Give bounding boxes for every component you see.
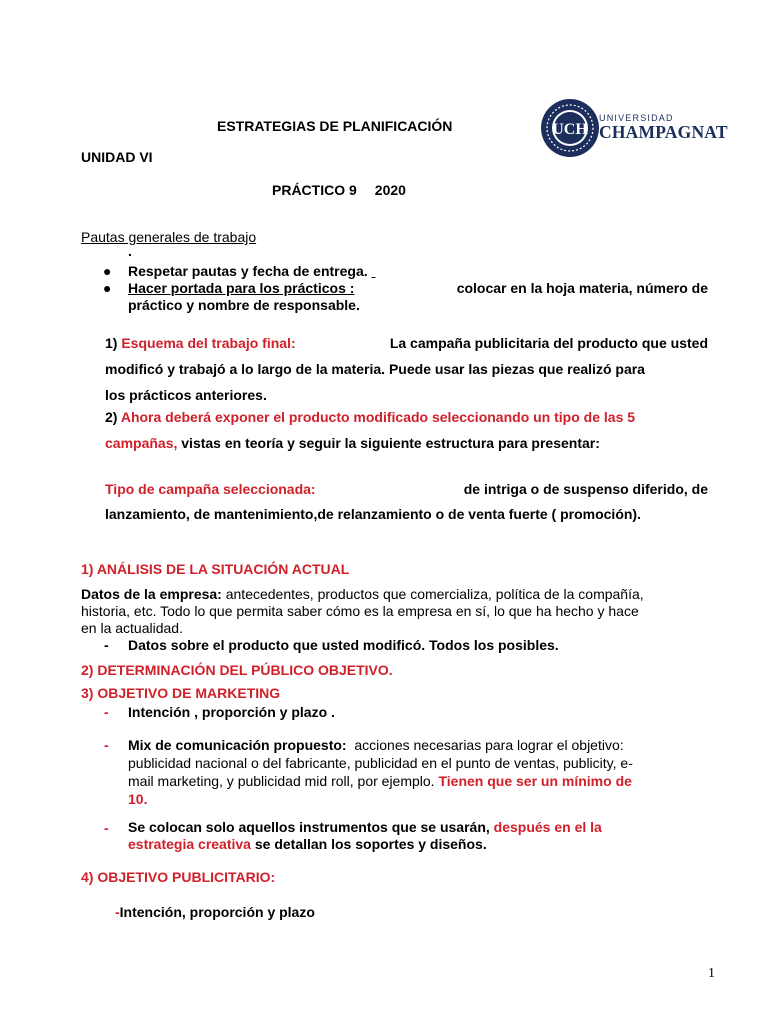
section1-dash-item: Datos sobre el producto que usted modificó. Todos los posibles. bbox=[128, 637, 559, 653]
item2-paragraph: 2) Ahora deberá exponer el producto modificado seleccionando un tipo de las 5 campañas, vistas en teoría y seguir la siguiente estructura para presentar: bbox=[105, 409, 636, 451]
dash-icon: - bbox=[104, 637, 109, 653]
section4-item-a: -Intención, proporción y plazo bbox=[115, 904, 315, 920]
pautas-dot: . bbox=[128, 243, 132, 259]
practice-label bbox=[272, 182, 406, 198]
section3-heading: 3) OBJETIVO DE MARKETING bbox=[81, 685, 281, 701]
bullet-icon: ● bbox=[103, 263, 112, 279]
svg-text:UCH: UCH bbox=[552, 121, 588, 138]
practice-number: PRÁCTICO 9 bbox=[272, 182, 357, 198]
dash-icon: - bbox=[104, 737, 109, 753]
document-title: ESTRATEGIAS DE PLANIFICACIÓN bbox=[217, 118, 453, 134]
tipo-paragraph: Tipo de campaña seleccionada: de intriga o de suspenso diferido, de lanzamiento, de mantenimiento,de relanzamiento o de venta fuerte ( promoción). bbox=[105, 481, 708, 522]
pautas-bullet2: Hacer portada para los prácticos : colocar en la hoja materia, número de práctico y nombre de responsable. bbox=[128, 280, 708, 313]
practice-year: 2020 bbox=[374, 182, 406, 198]
logo-line1: UNIVERSIDAD bbox=[599, 113, 674, 123]
section2-heading: 2) DETERMINACIÓN DEL PÚBLICO OBJETIVO. bbox=[81, 662, 393, 678]
section3-instrumentos: Se colocan solo aquellos instrumentos que se usarán, después en el la estrategia creativa se detallan los soportes y diseños. bbox=[128, 819, 602, 852]
unit-label: UNIDAD VI bbox=[81, 149, 153, 165]
page-number: 1 bbox=[708, 966, 715, 981]
section3-mix: Mix de comunicación propuesto: acciones necesarias para lograr el objetivo: publicidad nacional o del fabricante, publicidad en el punto de ventas, publicity, e- mail marketing, y publicidad mid roll, por ejemplo. Tienen que ser un mínimo de 10. bbox=[128, 737, 633, 807]
section3-item-a: Intención , proporción y plazo . bbox=[128, 704, 335, 720]
bullet-icon: ● bbox=[103, 280, 112, 296]
section4-heading: 4) OBJETIVO PUBLICITARIO: bbox=[81, 869, 276, 885]
logo-line2: CHAMPAGNAT bbox=[599, 122, 728, 142]
item1-paragraph: 1) Esquema del trabajo final: La campaña publicitaria del producto que usted modificó y trabajó a lo largo de la materia. Puede usar las piezas que realizó para los prácticos anteriores. bbox=[105, 335, 708, 403]
pautas-heading: Pautas generales de trabajo bbox=[81, 229, 257, 245]
section1-datos: Datos de la empresa: antecedentes, productos que comercializa, política de la compañía, historia, etc. Todo lo que permita saber cómo es la empresa en sí, lo que ha hecho y hace en la actualidad. bbox=[81, 586, 644, 636]
university-seal-logo bbox=[540, 97, 600, 159]
pautas-bullet1: Respetar pautas y fecha de entrega. bbox=[128, 263, 368, 279]
dash-icon: - bbox=[104, 820, 109, 836]
dash-icon: - bbox=[104, 704, 109, 720]
section1-heading: 1) ANÁLISIS DE LA SITUACIÓN ACTUAL bbox=[81, 561, 350, 577]
